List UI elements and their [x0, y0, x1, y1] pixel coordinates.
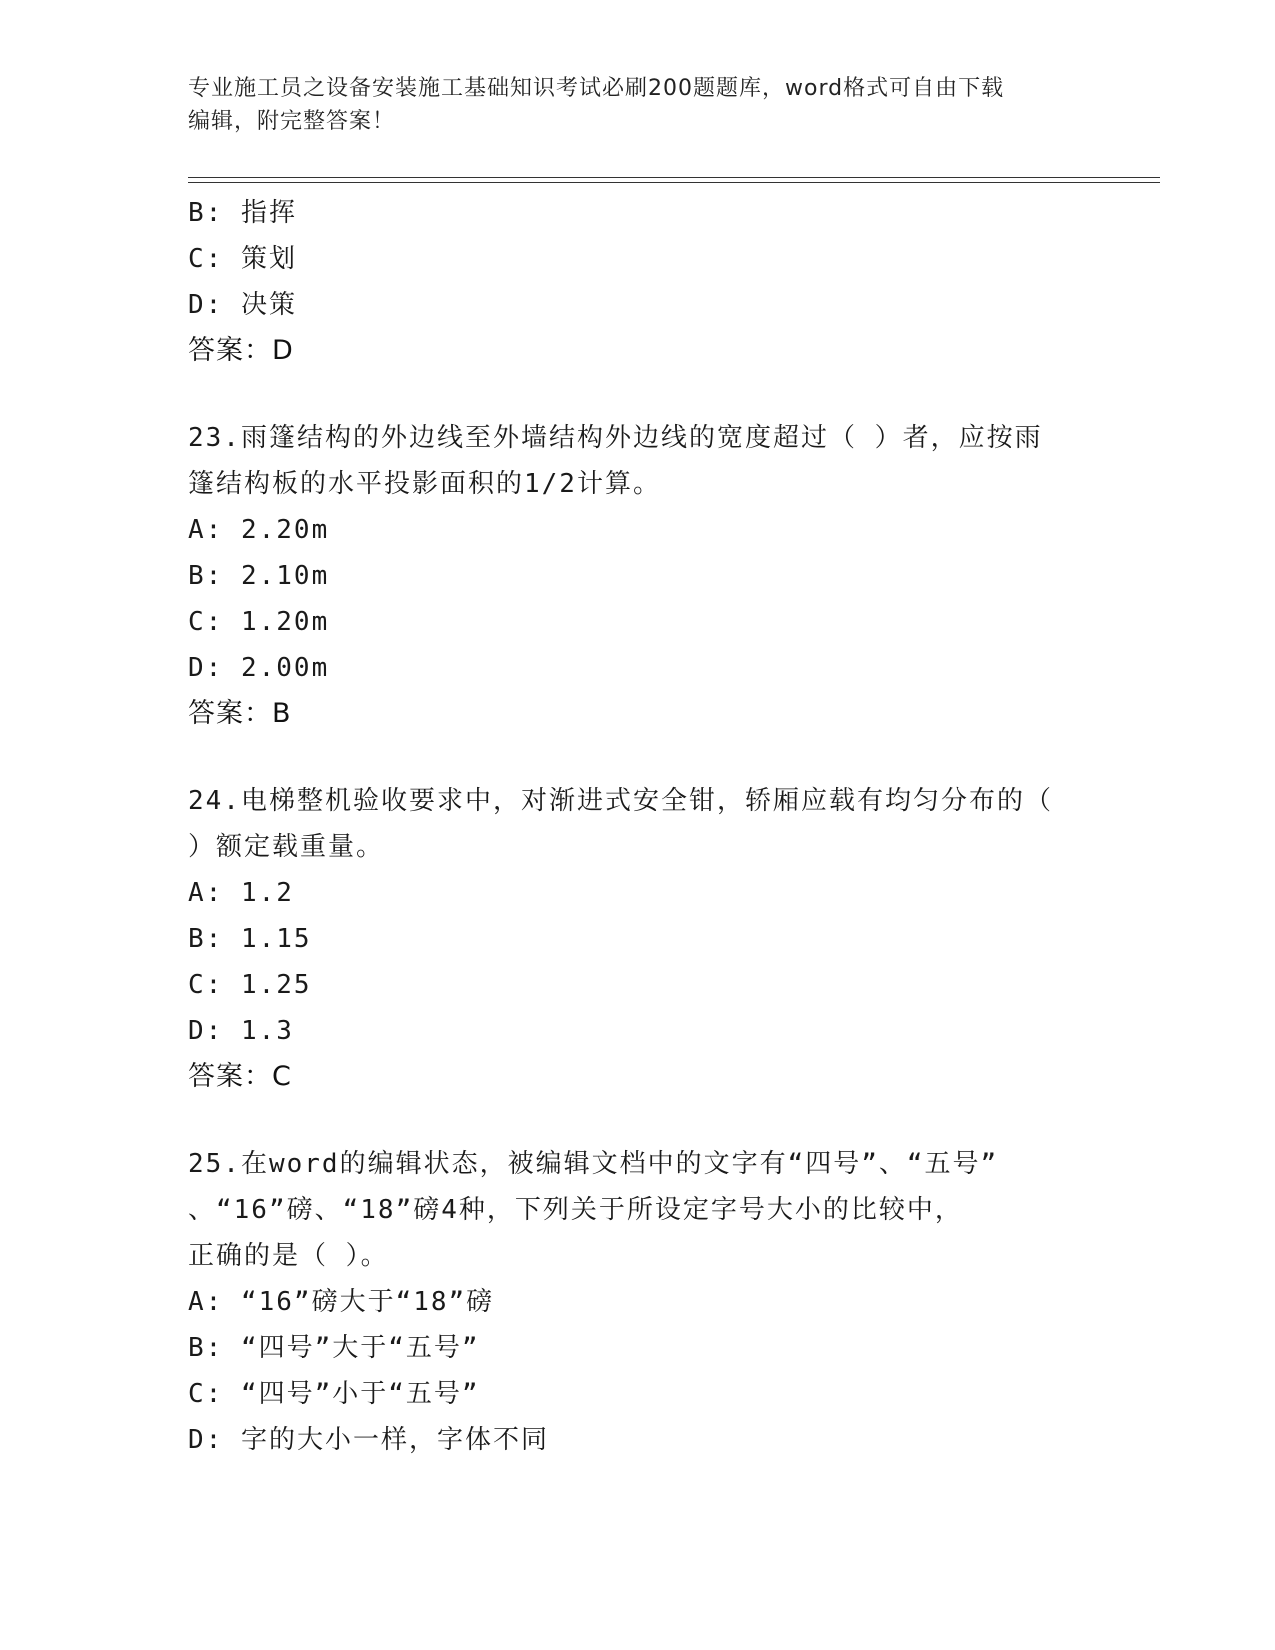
question-23: [188, 415, 1088, 737]
header-title-line-2: 编辑，附完整答案！: [188, 109, 396, 134]
question-text-line-1: 25.在word的编辑状态，被编辑文档中的文字有“四号”、“五号”: [188, 1149, 999, 1179]
option-a: A: 1.2: [188, 878, 294, 908]
document-body: [188, 190, 1088, 1463]
question-text-line-1: 23.雨篷结构的外边线至外墙结构外边线的宽度超过（ ）者，应按雨: [188, 423, 1043, 453]
option-d: D: 字的大小一样，字体不同: [188, 1425, 549, 1455]
option-b: B: 指挥: [188, 198, 297, 228]
header-divider-top: [188, 177, 1160, 178]
option-c: C: “四号”小于“五号”: [188, 1379, 480, 1409]
option-a: A: “16”磅大于“18”磅: [188, 1287, 495, 1317]
question-text-line-3: 正确的是（ ）。: [188, 1241, 389, 1271]
header-divider-bottom: [188, 182, 1160, 183]
answer: 答案：B: [188, 698, 292, 729]
question-22: [188, 190, 1088, 374]
option-a: A: 2.20m: [188, 515, 330, 545]
option-c: C: 1.25: [188, 970, 312, 1000]
option-c: C: 策划: [188, 244, 297, 274]
question-text-line-1: 24.电梯整机验收要求中，对渐进式安全钳，轿厢应载有均匀分布的（: [188, 786, 1053, 816]
spacer: [188, 374, 1088, 415]
question-text-line-2: ）额定载重量。: [188, 832, 385, 862]
option-b: B: “四号”大于“五号”: [188, 1333, 480, 1363]
question-24: [188, 778, 1088, 1100]
question-text-line-2: 、“16”磅、“18”磅4种，下列关于所设定字号大小的比较中，: [188, 1195, 963, 1225]
question-text-line-2: 篷结构板的水平投影面积的1/2计算。: [188, 469, 661, 499]
answer: 答案：C: [188, 1061, 292, 1092]
option-d: D: 2.00m: [188, 653, 330, 683]
option-b: B: 2.10m: [188, 561, 330, 591]
option-d: D: 决策: [188, 290, 297, 320]
question-25: [188, 1141, 1088, 1463]
header-title-line-1: 专业施工员之设备安装施工基础知识考试必刷200题题库，word格式可自由下载: [188, 76, 1005, 101]
option-c: C: 1.20m: [188, 607, 330, 637]
spacer: [188, 737, 1088, 778]
option-d: D: 1.3: [188, 1016, 294, 1046]
answer: 答案：D: [188, 335, 294, 366]
spacer: [188, 1100, 1088, 1141]
option-b: B: 1.15: [188, 924, 312, 954]
document-header: [188, 72, 1088, 138]
